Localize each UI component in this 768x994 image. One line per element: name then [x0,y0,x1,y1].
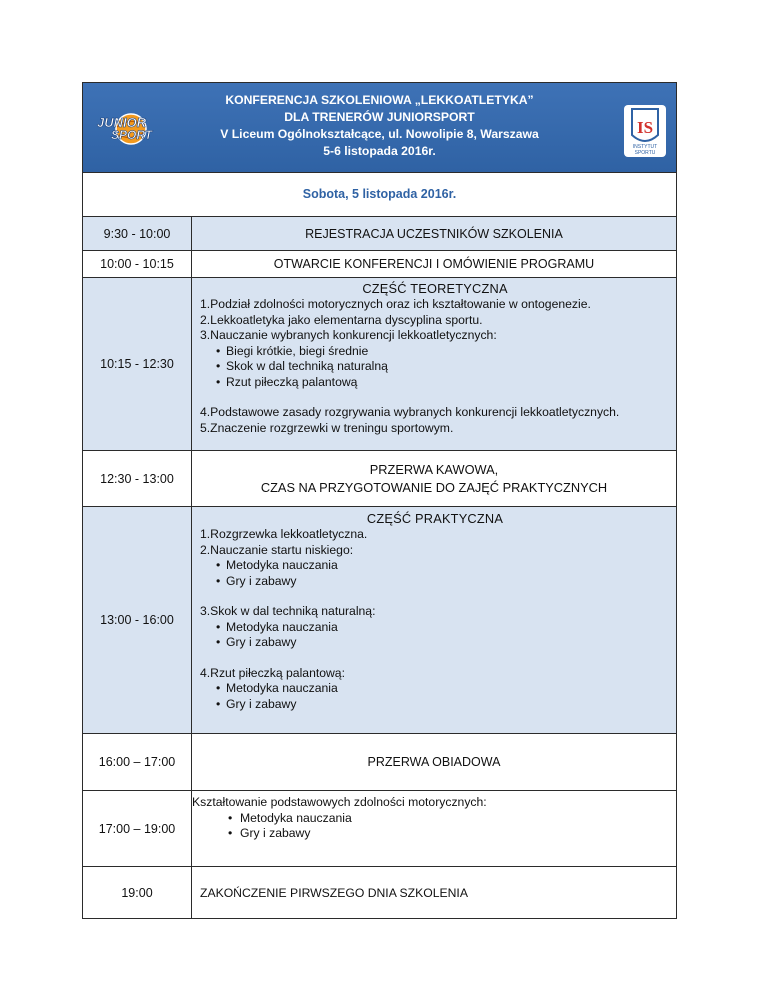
schedule-row [82,251,677,278]
header-line-4: 5-6 listopada 2016r. [323,144,436,158]
activity-cell: ZAKOŃCZENIE PIRWSZEGO DNIA SZKOLENIA [200,885,468,900]
time-cell: 10:15 - 12:30 [83,278,192,450]
logo-caption-1: INSTYTUT [632,144,658,150]
topic-list [192,795,676,842]
bullet-item: • Gry i zabawy [200,697,670,713]
logo-word-junior: JUNIOR [97,115,147,130]
list-item: 1.Podział zdolności motorycznych oraz ich kształtowanie w ontogenezie. [200,297,591,311]
list-item: 2.Lekkoatletyka jako elementarna dyscyplina sportu. [200,312,483,327]
logo-caption-2: SPORTU [634,150,656,156]
schedule-row [82,217,677,251]
bullet-item: • Metodyka nauczania [228,810,352,825]
header-line-2: DLA TRENERÓW JUNIORSPORT [284,110,475,124]
activity-cell: OTWARCIE KONFERENCJI I OMÓWIENIE PROGRAMU [273,257,595,271]
activity-cell: REJESTRACJA UCZESTNIKÓW SZKOLENIA [192,217,676,250]
bullet-item: • Gry i zabawy [200,574,670,590]
list-item: 5.Znaczenie rozgrzewki w treningu sportowym. [200,420,454,435]
break-line-1: PRZERWA KAWOWA, [369,461,499,477]
header-line-3: V Liceum Ogólnokształcące, ul. Nowolipie 8, Warszawa [220,127,539,141]
schedule-row [82,867,677,919]
topic-list [200,297,670,436]
section-title: CZĘŚĆ PRAKTYCZNA [366,511,504,526]
logo-mark: IS [636,118,654,137]
header-title [83,92,676,160]
time-cell: 9:30 - 10:00 [83,217,192,250]
bullet-item: • Metodyka nauczania [200,681,670,697]
activity-cell [192,278,676,450]
activity-cell: PRZERWA OBIADOWA [367,755,501,769]
logo-word-sport: SPORT [111,128,153,142]
activity-cell [192,791,676,866]
bullet-item: • Gry i zabawy [228,826,311,840]
bullet-item: • Skok w dal techniką naturalną [200,359,670,375]
program-sheet [82,82,677,919]
instytut-sportu-logo [624,105,666,157]
bullet-text: Metodyka nauczania [240,810,352,825]
bullet-item: • Rzut piłeczką palantową [200,375,670,391]
schedule-row [82,734,677,791]
time-cell: 12:30 - 13:00 [83,451,192,506]
time-cell: 10:00 - 10:15 [83,251,192,277]
day-title: Sobota, 5 listopada 2016r. [82,173,677,217]
bullet-item: • Metodyka nauczania [200,620,670,636]
header-line-1: KONFERENCJA SZKOLENIOWA „LEKKOATLETYKA” [225,93,534,107]
list-item: 3.Nauczanie wybranych konkurencji lekkoatletycznych: [200,328,497,342]
conference-header [82,82,677,173]
time-cell: 17:00 – 19:00 [83,791,192,866]
list-item: Kształtowanie podstawowych zdolności motorycznych: [192,795,487,809]
time-cell: 13:00 - 16:00 [83,507,192,733]
activity-cell [192,507,676,733]
section-title: CZĘŚĆ TEORETYCZNA [362,281,508,296]
list-item: 4.Rzut piłeczką palantową: [200,665,345,680]
bullet-item: • Biegi krótkie, biegi średnie [200,344,670,360]
bullet-text: Gry i zabawy [240,826,311,840]
schedule-row [82,278,677,451]
schedule-row [82,791,677,867]
list-item: 2.Nauczanie startu niskiego: [200,542,354,557]
topic-list [200,527,670,712]
time-cell: 19:00 [83,867,192,918]
list-item: 1.Rozgrzewka lekkoatletyczna. [200,527,368,541]
break-line-2: CZAS NA PRZYGOTOWANIE DO ZAJĘĆ PRAKTYCZNYCH [260,479,608,495]
schedule-row [82,507,677,734]
list-item: 3.Skok w dal techniką naturalną: [200,604,376,618]
schedule-row [82,451,677,507]
activity-cell [192,451,676,506]
list-item: 4.Podstawowe zasady rozgrywania wybranych konkurencji lekkoatletycznych. [200,405,620,419]
bullet-item: • Metodyka nauczania [200,558,670,574]
bullet-item: • Gry i zabawy [200,635,670,651]
time-cell: 16:00 – 17:00 [83,734,192,790]
